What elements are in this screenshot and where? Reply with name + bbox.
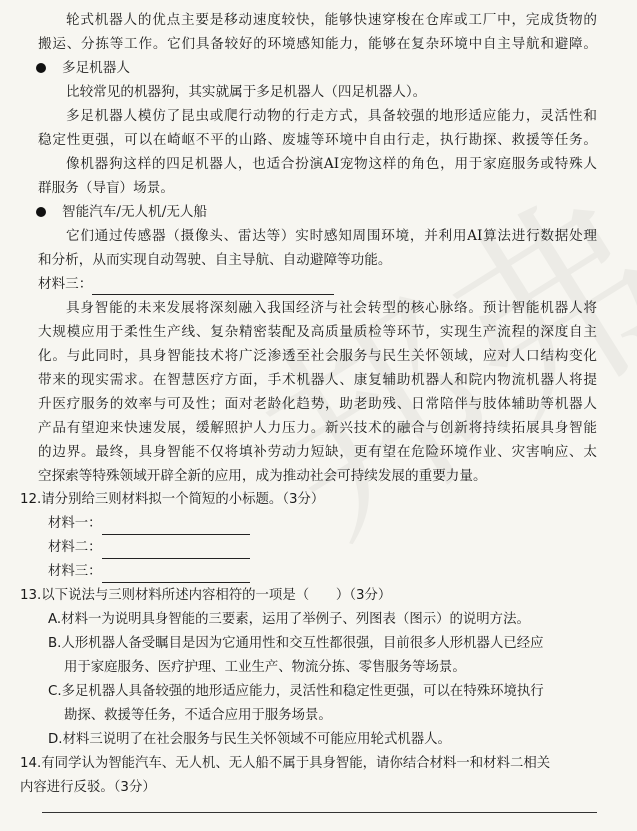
material-three-label: 材料三： [38, 273, 637, 295]
paragraph-line: 像机器狗这样的四足机器人，也适合扮演AI宠物这样的角色，用于家庭服务或特殊人 [66, 156, 597, 172]
material-three-title-blank[interactable] [92, 280, 334, 295]
paragraph-line: 比较常见的机器狗，其实就属于多足机器人（四足机器人）。 [66, 84, 427, 100]
question-14: 14.有同学认为智能汽车、无人机、无人船不属于具身智能，请你结合材料一和材料二相关 [20, 756, 551, 771]
paragraph-line: 搬运、分拣等工作。它们具备较好的环境感知能力，能够在复杂环境中自主导航和避障。 [38, 36, 597, 52]
question-14-continued: 内容进行反驳。（3分） [20, 780, 156, 795]
option-b: B.人形机器人备受瞩目是因为它通用性和交互性都很强，目前很多人形机器人已经应 [48, 636, 544, 651]
paragraph-line: 带来的现实需求。在智慧医疗方面，手术机器人、康复辅助机器人和院内物流机器人将提 [38, 372, 597, 388]
option-d: D.材料三说明了在社会服务与民生关怀领域不可能应用轮式机器人。 [48, 732, 451, 747]
paragraph-line: 和分析，从而实现自动驾驶、自主导航、自动避障等功能。 [38, 252, 392, 268]
option-c-continued: 勘探、救援等任务，不适合应用于服务场景。 [64, 708, 332, 723]
answer-row-material-two: 材料二： [48, 537, 637, 559]
section-heading-smart-vehicles: 智能汽车/无人机/无人船 [36, 201, 637, 223]
answer-blank-material-three[interactable] [102, 568, 250, 583]
paragraph-line: 多足机器人模仿了昆虫或爬行动物的行走方式，具备较强的地形适应能力，灵活性和 [66, 108, 597, 124]
answer-row-material-three: 材料三： [48, 561, 637, 583]
paragraph-line: 空探索等特殊领域开辟全新的应用，成为推动社会可持续发展的重要力量。 [38, 468, 487, 484]
paragraph-line: 的边界。最终，具身智能不仅将填补劳动力短缺，更有望在危险环境作业、灾害响应、太 [38, 444, 597, 460]
question-12: 12.请分别给三则材料拟一个简短的小标题。（3分） [20, 492, 325, 507]
paragraph-line: 它们通过传感器（摄像头、雷达等）实时感知周围环境，并利用AI算法进行数据处理 [66, 228, 597, 244]
section-heading-multi-legged: 多足机器人 [36, 57, 637, 79]
question-13: 13.以下说法与三则材料所述内容相符的一项是（ ）（3分） [20, 588, 392, 603]
paragraph-line: 稳定性更强，可以在崎岖不平的山路、废墟等环境中自由行走，执行勘探、救援等任务。 [38, 132, 597, 148]
paragraph-line: 具身智能的未来发展将深刻融入我国经济与社会转型的核心脉络。预计智能机器人将 [66, 300, 597, 316]
paragraph-line: 产品有望迎来快速发展，缓解照护人力压力。新兴技术的融合与创新将持续拓展具身智能 [38, 420, 597, 436]
bullet-icon [36, 63, 46, 73]
answer-row-material-one: 材料一： [48, 513, 637, 535]
answer-blank-material-one[interactable] [102, 520, 250, 535]
answer-line[interactable] [42, 812, 597, 813]
option-b-continued: 用于家庭服务、医疗护理、工业生产、物流分拣、零售服务等场景。 [64, 660, 466, 675]
paragraph-line: 升医疗服务的效率与可及性；面对老龄化趋势，助老助残、日常陪伴与肢体辅助等机器人 [38, 396, 597, 412]
answer-blank-material-two[interactable] [102, 544, 250, 559]
paragraph-line: 大规模应用于柔性生产线、复杂精密装配及高质量质检等环节，实现生产流程的深度自主 [38, 324, 597, 340]
paragraph-line: 轮式机器人的优点主要是移动速度较快，能够快速穿梭在仓库或工厂中，完成货物的 [66, 12, 597, 28]
option-a: A.材料一为说明具身智能的三要素，运用了举例子、列图表（图示）的说明方法。 [48, 612, 530, 627]
option-c: C.多足机器人具备较强的地形适应能力，灵活性和稳定性更强，可以在特殊环境执行 [48, 684, 544, 699]
bullet-icon [36, 207, 46, 217]
paragraph-line: 群服务（导盲）场景。 [38, 180, 174, 196]
paragraph-line: 化。与此同时，具身智能技术将广泛渗透至社会服务与民生关怀领域，应对人口结构变化 [38, 348, 597, 364]
